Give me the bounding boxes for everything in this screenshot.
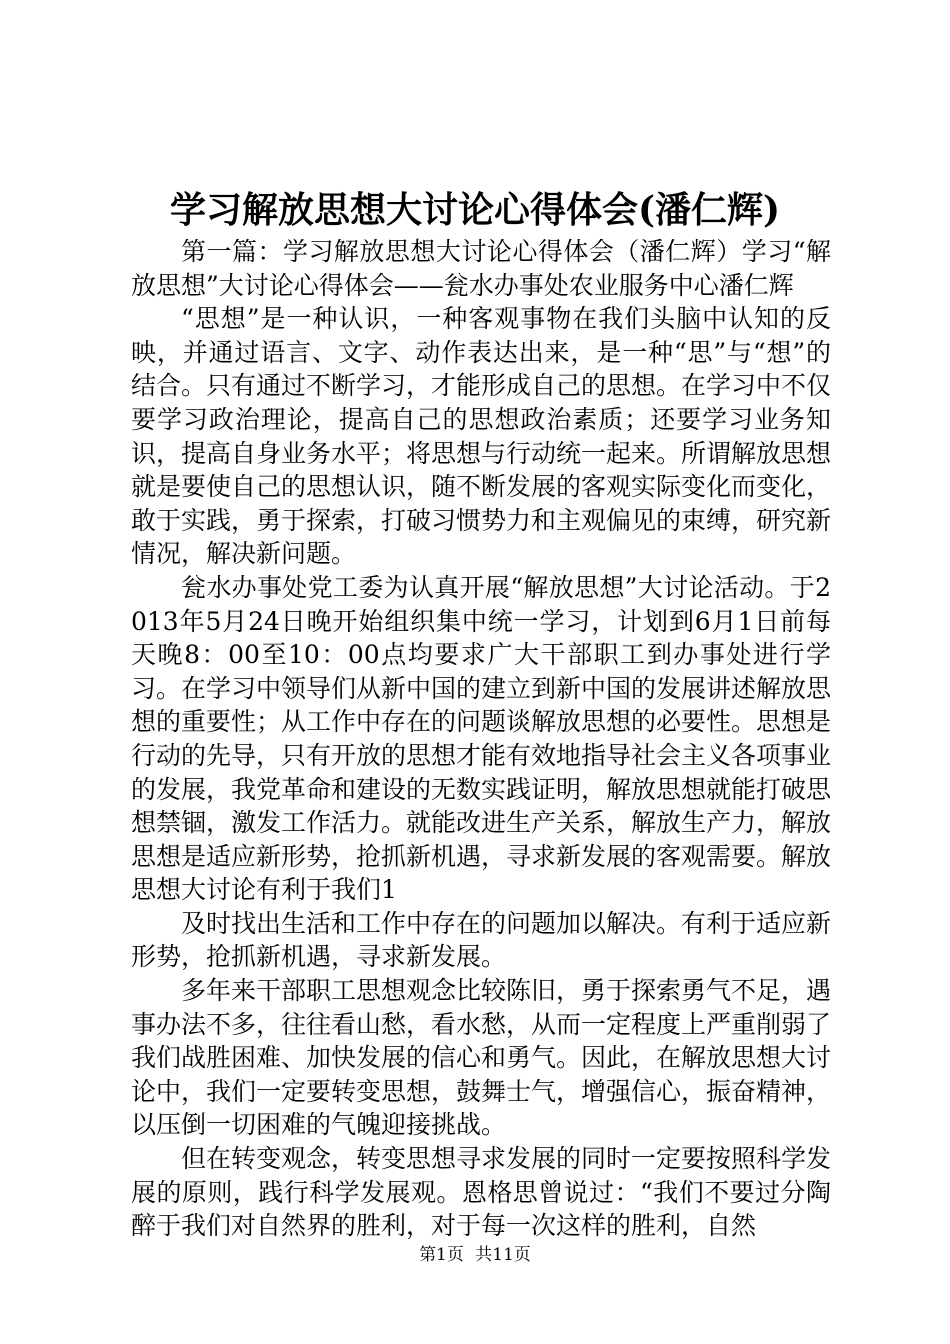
page-footer [0, 1244, 950, 1266]
paragraph-5: 多年来干部职工思想观念比较陈旧，勇于探索勇气不足，遇事办法不多，往往看山愁，看水愁，从而一定程度上严重削弱了我们战胜困难、加快发展的信心和勇气。因此，在解放思想大讨论中，我们一定要转变思想，鼓舞士气，增强信心，振奋精神，以压倒一切困难的气魄迎接挑战。 [131, 976, 832, 1140]
document-body [131, 235, 831, 1243]
paragraph-2: “思想”是一种认识，一种客观事物在我们头脑中认知的反映，并通过语言、文字、动作表达出来，是一种“思”与“想”的结合。只有通过不断学习，才能形成自己的思想。在学习中不仅要学习政治理论，提高自己的思想政治素质；还要学习业务知识，提高自身业务水平；将思想与行动统一起来。所谓解放思想就是要使自己的思想认识，随不断发展的客观实际变化而变化，敢于实践，勇于探索，打破习惯势力和主观偏见的束缚，研究新情况，解决新问题。 [131, 304, 832, 569]
paragraph-4: 及时找出生活和工作中存在的问题加以解决。有利于适应新形势，抢抓新机遇，寻求新发展。 [131, 908, 832, 972]
page-number: 第1页 [419, 1245, 464, 1265]
paragraph-3: 瓮水办事处党工委为认真开展“解放思想”大讨论活动。于2013年5月24日晚开始组织集中统一学习，计划到6月1日前每天晚8：00至10：00点均要求广大干部职工到办事处进行学习。在学习中领导们从新中国的建立到新中国的发展讲述解放思想的重要性；从工作中存在的问题谈解放思想的必要性。思想是行动的先导，只有开放的思想才能有效地指导社会主义各项事业的发展，我党革命和建设的无数实践证明，解放思想就能打破思想禁锢，激发工作活力。就能改进生产关系，解放生产力，解放思想是适应新形势，抢抓新机遇，寻求新发展的客观需要。解放思想大讨论有利于我们1 [131, 572, 832, 905]
document-title: 学习解放思想大讨论心得体会(潘仁辉) [169, 189, 781, 231]
paragraph-6: 但在转变观念，转变思想寻求发展的同时一定要按照科学发展的原则，践行科学发展观。恩格思曾说过：“我们不要过分陶醉于我们对自然界的胜利，对于每一次这样的胜利，自然 [131, 1144, 832, 1241]
paragraph-1: 第一篇：学习解放思想大讨论心得体会（潘仁辉）学习“解放思想”大讨论心得体会——瓮水办事处农业服务中心潘仁辉 [131, 237, 831, 300]
page-total: 共11页 [475, 1245, 531, 1265]
